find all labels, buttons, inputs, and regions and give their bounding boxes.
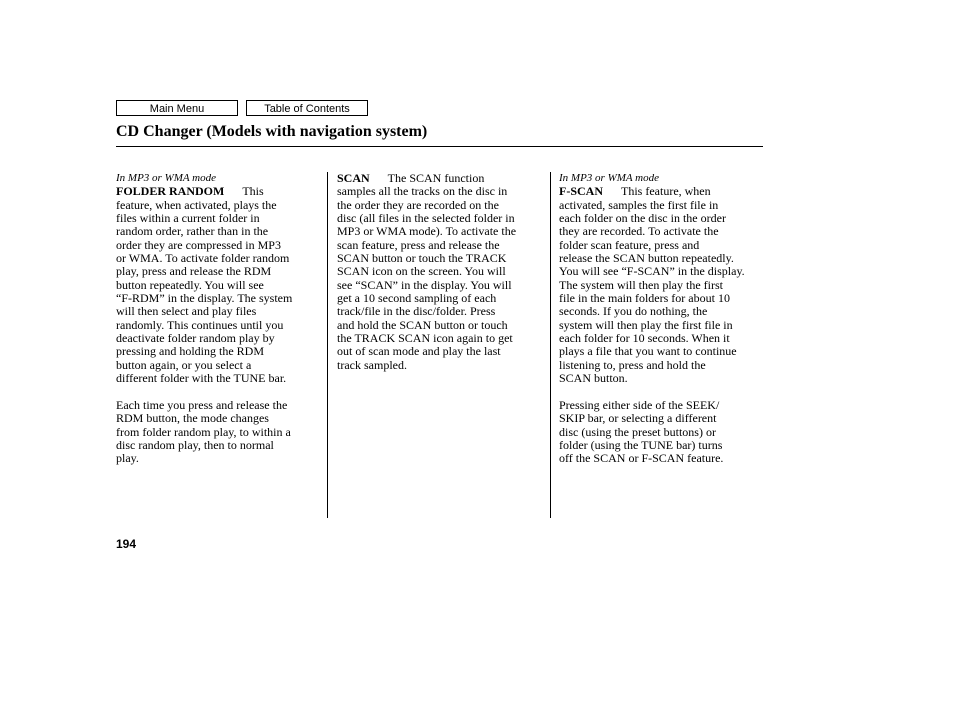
paragraph-line: MP3 or WMA mode). To activate the: [337, 224, 517, 239]
paragraph-line: release the SCAN button repeatedly.: [559, 251, 734, 266]
paragraph-line: disc (all files in the selected folder in: [337, 211, 515, 226]
term-folder-random: FOLDER RANDOM: [116, 184, 225, 199]
paragraph-line: plays a file that you want to continue: [559, 344, 737, 359]
paragraph-line: [559, 185, 763, 198]
column-divider: [327, 172, 328, 518]
paragraph-line: activated, samples the first file in: [559, 197, 719, 212]
paragraph-line: SCAN icon on the screen. You will: [337, 264, 506, 279]
paragraph-line: feature, when activated, plays the: [116, 197, 277, 212]
paragraph-line: Each time you press and release the: [116, 397, 288, 412]
paragraph-line: RDM button, the mode changes: [116, 411, 269, 426]
paragraph-line: each folder on the disc in the order: [559, 211, 726, 226]
paragraph-line: play.: [116, 451, 139, 466]
page-title: CD Changer (Models with navigation system): [116, 123, 428, 140]
paragraph-gap: [116, 386, 320, 399]
paragraph-line: pressing and holding the RDM: [116, 344, 264, 359]
paragraph-line: they are recorded. To activate the: [559, 224, 719, 239]
paragraph-line: or WMA. To activate folder random: [116, 251, 290, 266]
paragraph-line: track sampled.: [337, 357, 407, 372]
paragraph-line: button again, or you select a: [116, 357, 252, 372]
paragraph-line: You will see “F-SCAN” in the display.: [559, 264, 745, 279]
paragraph-gap: [559, 386, 763, 399]
term-f-scan: F-SCAN: [559, 184, 603, 199]
paragraph-line: “F-RDM” in the display. The system: [116, 291, 293, 306]
paragraph-line: get a 10 second sampling of each: [337, 291, 497, 306]
paragraph-line: from folder random play, to within a: [116, 424, 291, 439]
paragraph-line: disc (using the preset buttons) or: [559, 424, 716, 439]
main-menu-button[interactable]: Main Menu: [116, 100, 238, 116]
mode-label: In MP3 or WMA mode: [116, 172, 216, 184]
column-divider: [550, 172, 551, 518]
paragraph-line: out of scan mode and play the last: [337, 344, 501, 359]
paragraph-line: each folder for 10 seconds. When it: [559, 331, 730, 346]
column-scan: [337, 172, 545, 372]
term-scan: SCAN: [337, 171, 370, 185]
paragraph-line: track/file in the disc/folder. Press: [337, 304, 496, 319]
paragraph-line: Pressing either side of the SEEK/: [559, 397, 720, 412]
paragraph-line: play, press and release the RDM: [116, 264, 272, 279]
paragraph-text: This feature, when: [621, 184, 711, 199]
column-folder-random: [116, 172, 320, 466]
paragraph-line: [337, 172, 545, 185]
title-divider: [116, 146, 763, 147]
paragraph-line: folder scan feature, press and: [559, 237, 700, 252]
paragraph-line: disc random play, then to normal: [116, 437, 274, 452]
paragraph-line: button repeatedly. You will see: [116, 277, 264, 292]
paragraph-line: see “SCAN” in the display. You will: [337, 277, 512, 292]
paragraph-line: will then select and play files: [116, 304, 257, 319]
paragraph-line: the TRACK SCAN icon again to get: [337, 331, 513, 346]
paragraph-line: SKIP bar, or selecting a different: [559, 411, 717, 426]
paragraph-line: listening to, press and hold the: [559, 357, 706, 372]
paragraph-line: SCAN button.: [559, 371, 628, 386]
paragraph-line: The system will then play the first: [559, 277, 723, 292]
paragraph-line: file in the main folders for about 10: [559, 291, 730, 306]
paragraph-line: random order, rather than in the: [116, 224, 269, 239]
paragraph-line: scan feature, press and release the: [337, 237, 500, 252]
paragraph-line: off the SCAN or F-SCAN feature.: [559, 451, 724, 466]
column-f-scan: [559, 172, 763, 466]
paragraph-line: randomly. This continues until you: [116, 317, 284, 332]
paragraph-text: This: [242, 184, 264, 199]
paragraph-text: The SCAN function: [387, 171, 485, 185]
paragraph-line: seconds. If you do nothing, the: [559, 304, 708, 319]
paragraph-line: system will then play the first file in: [559, 317, 733, 332]
paragraph-line: folder (using the TUNE bar) turns: [559, 437, 723, 452]
paragraph-line: order they are compressed in MP3: [116, 237, 281, 252]
mode-label: In MP3 or WMA mode: [559, 172, 659, 184]
paragraph-line: [116, 185, 320, 198]
paragraph-line: different folder with the TUNE bar.: [116, 371, 287, 386]
page-number: 194: [116, 537, 137, 551]
paragraph-line: files within a current folder in: [116, 211, 260, 226]
paragraph-line: the order they are recorded on the: [337, 197, 499, 212]
paragraph-line: deactivate folder random play by: [116, 331, 275, 346]
paragraph-line: samples all the tracks on the disc in: [337, 184, 508, 199]
paragraph-line: SCAN button or touch the TRACK: [337, 251, 507, 266]
table-of-contents-button[interactable]: Table of Contents: [246, 100, 368, 116]
paragraph-line: and hold the SCAN button or touch: [337, 317, 508, 332]
